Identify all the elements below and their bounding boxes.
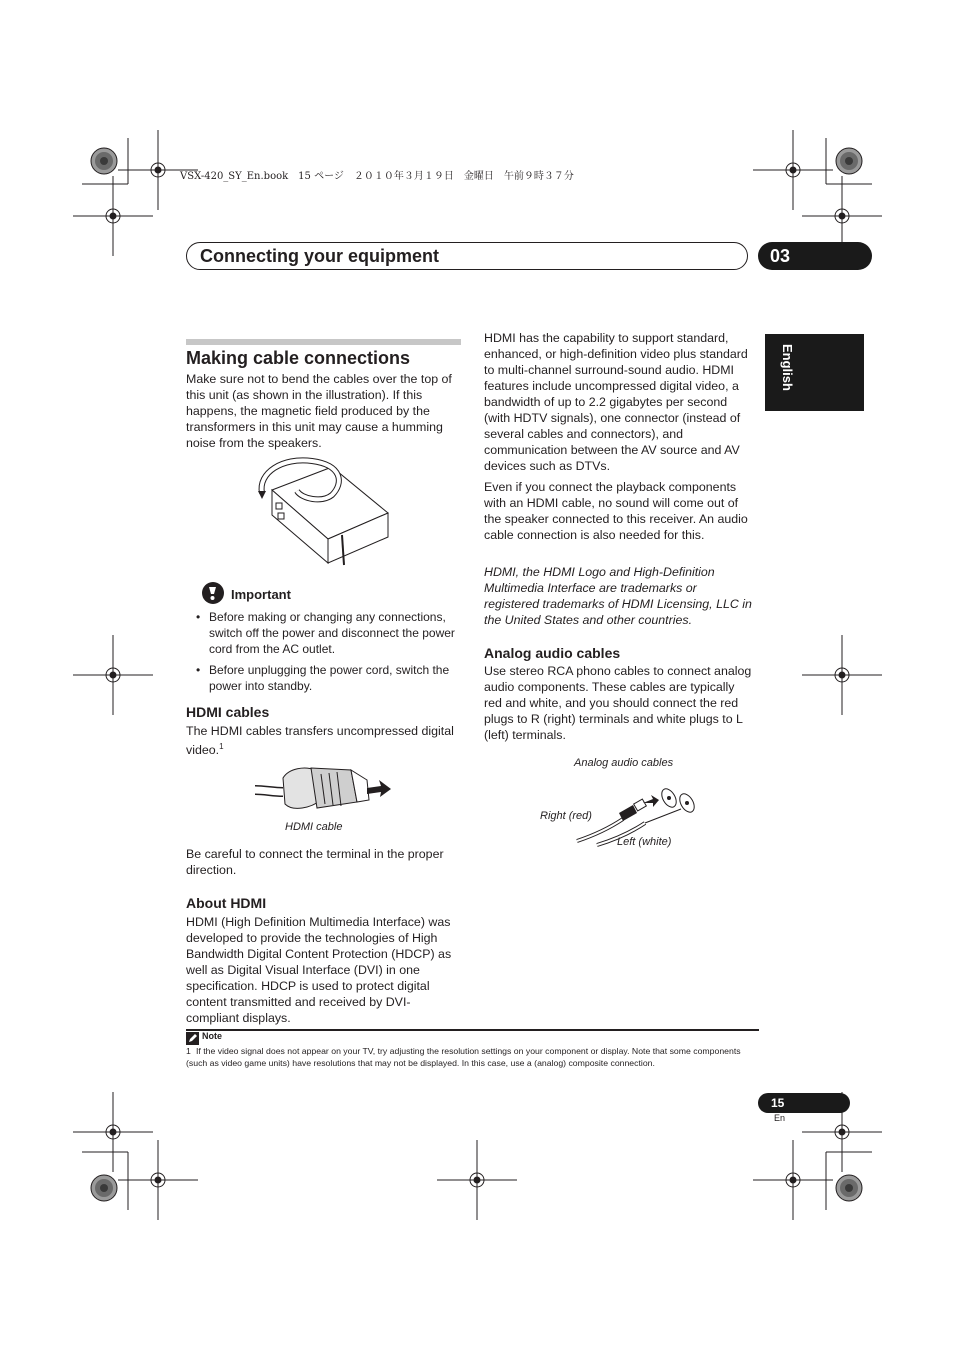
page-number-tab: 15 [758,1093,850,1113]
note-rule [186,1029,759,1031]
about-hdmi-text: HDMI (High Definition Multimedia Interface) was developed to provide the technologies of High Bandwidth Digital Content Protection (HDCP) as well as Digital Visual Interface (DVI) in one specification. HDCP is used to protect digital content transmitted and received by DVI-compliant displays. [186,915,452,1025]
important-list [196,609,462,699]
hdmi-cables-text [186,723,456,758]
section-title: Making cable connections [186,348,411,368]
hdmi-capability-text: HDMI has the capability to support standard, enhanced, or high-definition video plus standard to multi-channel surround-sound audio. HDMI features include uncompressed digital video, a bandwidth of up to 2.2 gigabytes per second (with HDTV signals), one connector (instead of several cables and connectors), and communication between the AV source and AV devices such as DTVs. [484,331,748,473]
hdmi-cables-heading: HDMI cables [186,704,270,720]
chapter-number-tab: 03 [758,242,872,270]
important-item: • Before making or changing any connections, switch off the power and disconnect the power cord from the AC outlet. [196,610,455,656]
footnote-ref: 1 [219,742,224,751]
analog-cables-caption: Analog audio cables [574,757,674,769]
note-body: If the video signal does not appear on your TV, try adjusting the resolution settings on your component or display. Note that some components (such as video game units) have resolutions that may not be displayed. In this case, use a (analog) composite connection. [186,1046,741,1068]
section-intro: Make sure not to bend the cables over the top of this unit (as shown in the illustration). If this happens, the magnetic field produced by the transformers in this unit may cause a humming noise from the speakers. [186,372,452,450]
section-rule [186,339,461,345]
left-white-label: Left (white) [617,836,672,848]
important-item-text: Before making or changing any connections, switch off the power and disconnect the power cord from the AC outlet. [209,610,455,656]
hdmi-trademark: HDMI, the HDMI Logo and High-Definition Multimedia Interface are trademarks or registered trademarks of HDMI Licensing, LLC in the United States and other countries. [484,565,752,627]
right-red-label: Right (red) [540,810,592,822]
page-language: En [774,1113,786,1123]
about-hdmi-heading: About HDMI [186,895,267,911]
important-item: • Before unplugging the power cord, switch the power into standby. [196,663,450,693]
print-header: VSX-420_SY_En.book 15 ページ ２０１０年３月１９日 金曜日 午前９時３７分 [180,171,574,182]
hdmi-sound-note: Even if you connect the playback components with an HDMI cable, no sound will come out of the speaker connected to this receiver. An audio cable connection is also needed for this. [484,480,748,542]
hdmi-cables-after: Be careful to connect the terminal in the proper direction. [186,847,444,877]
analog-audio-heading: Analog audio cables [484,645,621,661]
hdmi-cable-illustration [255,760,395,818]
analog-audio-text: Use stereo RCA phono cables to connect analog audio components. These cables are typically red and white, and you should connect the red plugs to R (right) terminals and white plugs to L (left) terminals. [484,664,752,742]
note-label: Note [202,1031,222,1041]
chapter-title: Connecting your equipment [200,246,440,266]
important-item-text: Before unplugging the power cord, switch the power into standby. [209,663,450,693]
note-pencil-icon [186,1032,199,1045]
language-tab-label: English [780,344,795,391]
note-text [186,1045,758,1069]
important-icon [201,581,225,605]
important-label: Important [231,587,291,602]
hdmi-cables-body: The HDMI cables transfers uncompressed digital video. [186,724,454,758]
note-number: 1 [186,1046,191,1056]
cable-over-unit-illustration [252,455,397,567]
hdmi-cable-caption: HDMI cable [285,821,343,833]
